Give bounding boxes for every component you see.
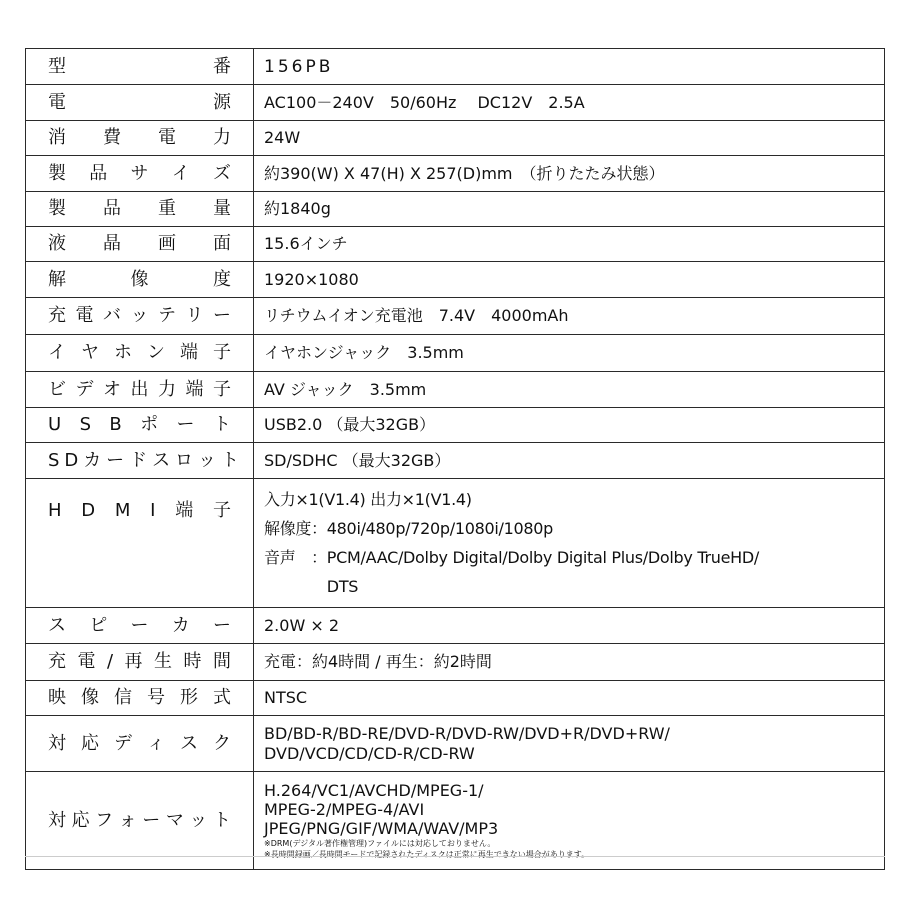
spec-label-power-source	[26, 85, 254, 121]
label-char: 対	[48, 732, 66, 754]
spec-row-power-consumption	[26, 121, 885, 156]
label-char: ッ	[189, 809, 208, 831]
label-char: 応	[81, 732, 99, 754]
label-char: 解	[48, 268, 66, 290]
value-line: JPEG/PNG/GIF/WMA/WAV/MP3	[264, 819, 499, 838]
label-char: フ	[95, 809, 114, 831]
spec-label-weight	[26, 192, 254, 227]
label-char: ー	[213, 614, 231, 636]
label-char: B	[109, 414, 122, 435]
spec-label-video-signal	[26, 681, 254, 716]
spec-label-formats	[26, 772, 254, 870]
label-char: 像	[130, 268, 149, 290]
label-char: 間	[212, 651, 231, 672]
label-char: ィ	[147, 732, 165, 754]
label-char: ー	[213, 305, 231, 326]
label-char: M	[114, 500, 131, 521]
spec-label-usb	[26, 408, 254, 443]
spec-row-resolution	[26, 262, 885, 298]
label-char: 充	[48, 651, 66, 672]
label-char: ッ	[130, 305, 149, 326]
spec-value-screen	[254, 227, 885, 262]
label-char: ホ	[114, 342, 132, 363]
label-char: 消	[48, 127, 66, 148]
label-char: /	[106, 651, 114, 672]
label-char: サ	[130, 162, 149, 184]
spec-value-charge-play-time	[254, 644, 885, 681]
label-char: 度	[213, 268, 231, 290]
label-char: イ	[48, 342, 66, 363]
label-char: 対	[48, 809, 66, 831]
label-char: 重	[158, 198, 176, 219]
value-line: 1920×1080	[264, 269, 359, 289]
label-char: 電	[158, 127, 176, 148]
value-line: イヤホンジャック 3.5mm	[264, 343, 464, 362]
bottom-divider	[25, 856, 885, 857]
label-char: イ	[171, 162, 190, 184]
label-char: ー	[106, 449, 125, 471]
label-char: ビ	[48, 378, 66, 400]
spec-label-video-out	[26, 372, 254, 408]
label-char: デ	[75, 378, 94, 400]
label-char: S	[48, 449, 60, 471]
spec-label-size	[26, 156, 254, 192]
label-char: デ	[114, 732, 132, 754]
label-char: 量	[213, 198, 231, 219]
spec-value-power-consumption	[254, 121, 885, 156]
value-line: 24W	[264, 128, 301, 147]
label-char: 応	[71, 809, 90, 831]
label-char: 品	[89, 162, 108, 184]
value-line: USB2.0 （最大32GB）	[264, 415, 436, 434]
label-char: 電	[75, 305, 94, 326]
label-char: H	[48, 500, 62, 521]
value-line: 2.0W × 2	[264, 615, 340, 635]
label-char: 号	[147, 687, 165, 708]
label-char: 式	[213, 687, 231, 708]
spec-row-formats	[26, 772, 885, 870]
label-char: U	[48, 414, 62, 435]
label-char: ト	[212, 414, 231, 435]
label-char: 費	[103, 127, 121, 148]
spec-label-discs	[26, 716, 254, 772]
label-char: 再	[124, 651, 143, 672]
label-char: 端	[185, 378, 204, 400]
label-char: 端	[180, 342, 198, 363]
value-line: リチウムイオン充電池 7.4V 4000mAh	[264, 306, 569, 325]
spec-row-size	[26, 156, 885, 192]
spec-row-weight	[26, 192, 885, 227]
spec-row-speaker	[26, 608, 885, 644]
spec-row-model	[26, 49, 885, 85]
spec-value-resolution	[254, 262, 885, 298]
value-line: 充電：約4時間 / 再生：約2時間	[264, 652, 492, 671]
label-char: 番	[213, 55, 231, 77]
spec-row-earphone	[26, 335, 885, 372]
label-char: 子	[213, 342, 231, 363]
spec-value-hdmi	[254, 479, 885, 608]
spec-value-video-out	[254, 372, 885, 408]
label-char: 充	[48, 305, 66, 326]
value-line: 約390(W) X 47(H) X 257(D)mm （折りたたみ状態）	[264, 163, 665, 183]
label-char: 端	[175, 500, 194, 521]
label-char: D	[64, 449, 79, 471]
spec-value-power-source	[254, 85, 885, 121]
label-char: ト	[212, 809, 231, 831]
spec-row-screen	[26, 227, 885, 262]
label-char: カ	[171, 614, 190, 636]
spec-row-power-source	[26, 85, 885, 121]
spec-value-weight	[254, 192, 885, 227]
spec-value-usb	[254, 408, 885, 443]
label-char: 電	[77, 651, 96, 672]
label-char: 力	[158, 378, 176, 400]
label-char: 出	[130, 378, 149, 400]
label-char: ポ	[140, 414, 159, 435]
value-line: 音声 ：PCM/AAC/Dolby Digital/Dolby Digital Plus/Dolby TrueHD/	[264, 548, 759, 567]
label-char: 子	[212, 500, 231, 521]
spec-row-video-signal	[26, 681, 885, 716]
label-char: ー	[130, 614, 149, 636]
value-line: 解像度：480i/480p/720p/1080i/1080p	[264, 519, 553, 538]
spec-label-charge-play-time	[26, 644, 254, 681]
label-char: 電	[48, 91, 66, 113]
label-char: S	[79, 414, 92, 435]
spec-row-hdmi	[26, 479, 885, 608]
value-line: BD/BD-R/BD-RE/DVD-R/DVD-RW/DVD+R/DVD+RW/	[264, 723, 670, 743]
spec-label-power-consumption	[26, 121, 254, 156]
label-char: 形	[180, 687, 198, 708]
value-line: 15.6インチ	[264, 234, 348, 253]
spec-row-charge-play-time	[26, 644, 885, 681]
label-char: ス	[180, 732, 198, 754]
label-char: ド	[129, 449, 148, 471]
label-char: 面	[213, 233, 231, 254]
label-char: I	[150, 500, 156, 521]
label-char: 型	[48, 55, 66, 77]
label-char: カ	[83, 449, 102, 471]
label-char: 生	[154, 651, 173, 672]
value-line: NTSC	[264, 688, 308, 707]
spec-row-video-out	[26, 372, 885, 408]
value-line: 約1840g	[264, 199, 331, 218]
value-line: 156PB	[264, 56, 334, 77]
spec-row-usb	[26, 408, 885, 443]
spec-value-video-signal	[254, 681, 885, 716]
label-char: 画	[158, 233, 176, 254]
spec-value-earphone	[254, 335, 885, 372]
spec-value-formats	[254, 772, 885, 870]
spec-value-sd-slot	[254, 443, 885, 479]
label-char: ヤ	[81, 342, 99, 363]
label-char: 液	[48, 233, 66, 254]
spec-label-battery	[26, 298, 254, 335]
spec-value-discs	[254, 716, 885, 772]
spec-label-earphone	[26, 335, 254, 372]
label-char: D	[81, 500, 96, 521]
value-line: DTS	[264, 577, 359, 596]
spec-value-battery	[254, 298, 885, 335]
label-char: リ	[185, 305, 204, 326]
value-line: DVD/VCD/CD/CD-R/CD-RW	[264, 743, 475, 763]
label-char: 子	[213, 378, 231, 400]
label-char: ォ	[118, 809, 137, 831]
spec-label-screen	[26, 227, 254, 262]
label-char: ト	[220, 449, 239, 471]
label-char: ズ	[213, 162, 231, 184]
label-char: ピ	[89, 614, 108, 636]
label-char: テ	[158, 305, 176, 326]
value-line: AC100－240V 50/60Hz DC12V 2.5A	[264, 92, 585, 112]
label-char: ー	[176, 414, 195, 435]
label-char: 源	[213, 91, 231, 113]
spec-table	[25, 48, 885, 870]
spec-value-model	[254, 49, 885, 85]
label-char: マ	[165, 809, 184, 831]
spec-row-sd-slot	[26, 443, 885, 479]
spec-label-resolution	[26, 262, 254, 298]
value-line: MPEG-2/MPEG-4/AVI	[264, 800, 425, 819]
label-char: 映	[48, 687, 66, 708]
label-char: 像	[81, 687, 99, 708]
label-char: ロ	[175, 449, 194, 471]
spec-value-speaker	[254, 608, 885, 644]
label-char: 時	[183, 651, 202, 672]
label-char: ン	[147, 342, 165, 363]
value-line: AV ジャック 3.5mm	[264, 379, 427, 399]
spec-value-size	[254, 156, 885, 192]
spec-label-sd-slot	[26, 443, 254, 479]
label-char: 力	[213, 127, 231, 148]
label-char: ク	[213, 732, 231, 754]
label-char: 品	[103, 198, 121, 219]
label-char: ス	[152, 449, 171, 471]
format-note: ※DRM(デジタル著作権管理)ファイルには対応しておりません。	[264, 839, 496, 848]
label-char: 製	[48, 162, 66, 184]
value-line: 入力×1(V1.4) 出力×1(V1.4)	[264, 490, 472, 509]
spec-label-hdmi	[26, 479, 254, 608]
label-char: ス	[48, 614, 66, 636]
label-char: ッ	[197, 449, 216, 471]
spec-label-speaker	[26, 608, 254, 644]
value-line: H.264/VC1/AVCHD/MPEG-1/	[264, 781, 484, 800]
value-line: SD/SDHC （最大32GB）	[264, 450, 451, 470]
label-char: 信	[114, 687, 132, 708]
label-char: 晶	[103, 233, 121, 254]
label-char: オ	[103, 378, 121, 400]
label-char: バ	[103, 305, 121, 326]
spec-row-discs	[26, 716, 885, 772]
label-char: 製	[48, 198, 66, 219]
label-char: ー	[142, 809, 161, 831]
spec-row-battery	[26, 298, 885, 335]
format-note: ※長時間録画／長時間モードで記録されたディスクは正常に再生できない場合があります。	[264, 850, 590, 859]
spec-label-model	[26, 49, 254, 85]
